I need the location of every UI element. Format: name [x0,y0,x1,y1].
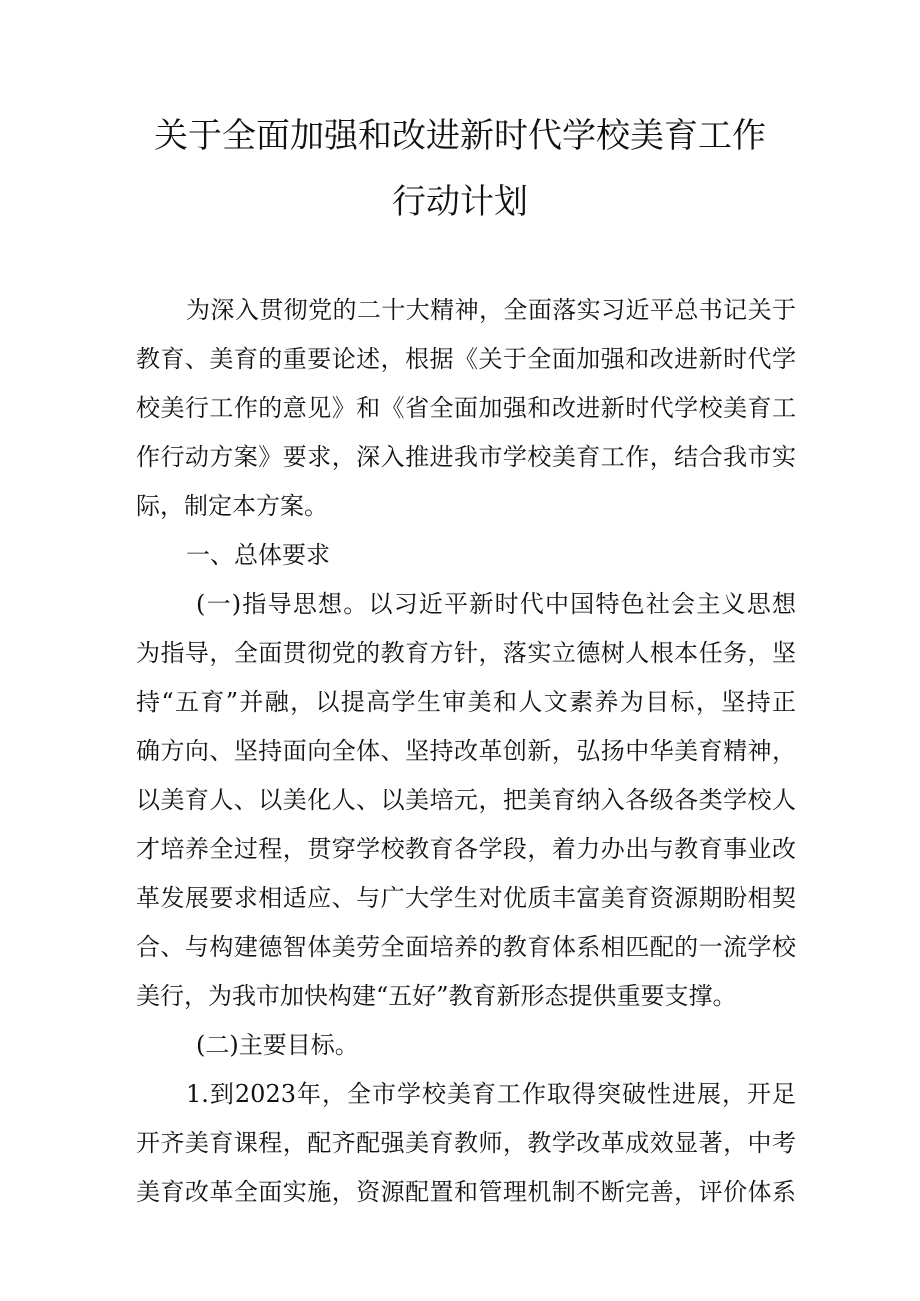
paragraph-line: 持“五育”并融，以提高学生审美和人文素养为目标，坚持正 [136,688,796,716]
paragraph-line: 革发展要求相适应、与广大学生对优质丰富美育资源期盼相契 [136,884,796,912]
paragraph-line: 美行，为我市加快构建“五好”教育新形态提供重要支撑。 [136,982,737,1010]
paragraph-line: 教育、美育的重要论述，根据《关于全面加强和改进新时代学 [136,345,796,373]
paragraph-line: 开齐美育课程，配齐配强美育教师，教学改革成效显著，中考 [136,1129,796,1157]
paragraph-line: 为指导，全面贯彻党的教育方针，落实立德树人根本任务，坚 [136,639,796,667]
paragraph-line: 才培养全过程，贯穿学校教育各学段，着力办出与教育事业改 [136,835,796,863]
paragraph-line: 为深入贯彻党的二十大精神，全面落实习近平总书记关于 [186,296,796,324]
document-title-line-2: 行动计划 [392,182,528,222]
paragraph-line: 美育改革全面实施，资源配置和管理机制不断完善，评价体系 [136,1178,796,1206]
paragraph-line: 确方向、坚持面向全体、坚持改革创新，弘扬中华美育精神， [136,737,796,765]
paragraph-line: 以美育人、以美化人、以美培元，把美育纳入各级各类学校人 [136,786,796,814]
paragraph-line: 际，制定本方案。 [136,492,328,520]
paragraph-line: 校美行工作的意见》和《省全面加强和改进新时代学校美育工 [136,394,796,422]
document-title-line-1: 关于全面加强和改进新时代学校美育工作 [154,116,766,156]
paragraph-line: (一)指导思想。以习近平新时代中国特色社会主义思想 [196,590,796,618]
subsection-heading: (二)主要目标。 [196,1031,359,1059]
paragraph-line: 1.到2023年，全市学校美育工作取得突破性进展，开足 [186,1080,796,1108]
paragraph-line: 合、与构建德智体美劳全面培养的教育体系相匹配的一流学校 [136,933,796,961]
paragraph-line: 作行动方案》要求，深入推进我市学校美育工作，结合我市实 [136,443,796,471]
section-heading: 一、总体要求 [186,541,330,569]
